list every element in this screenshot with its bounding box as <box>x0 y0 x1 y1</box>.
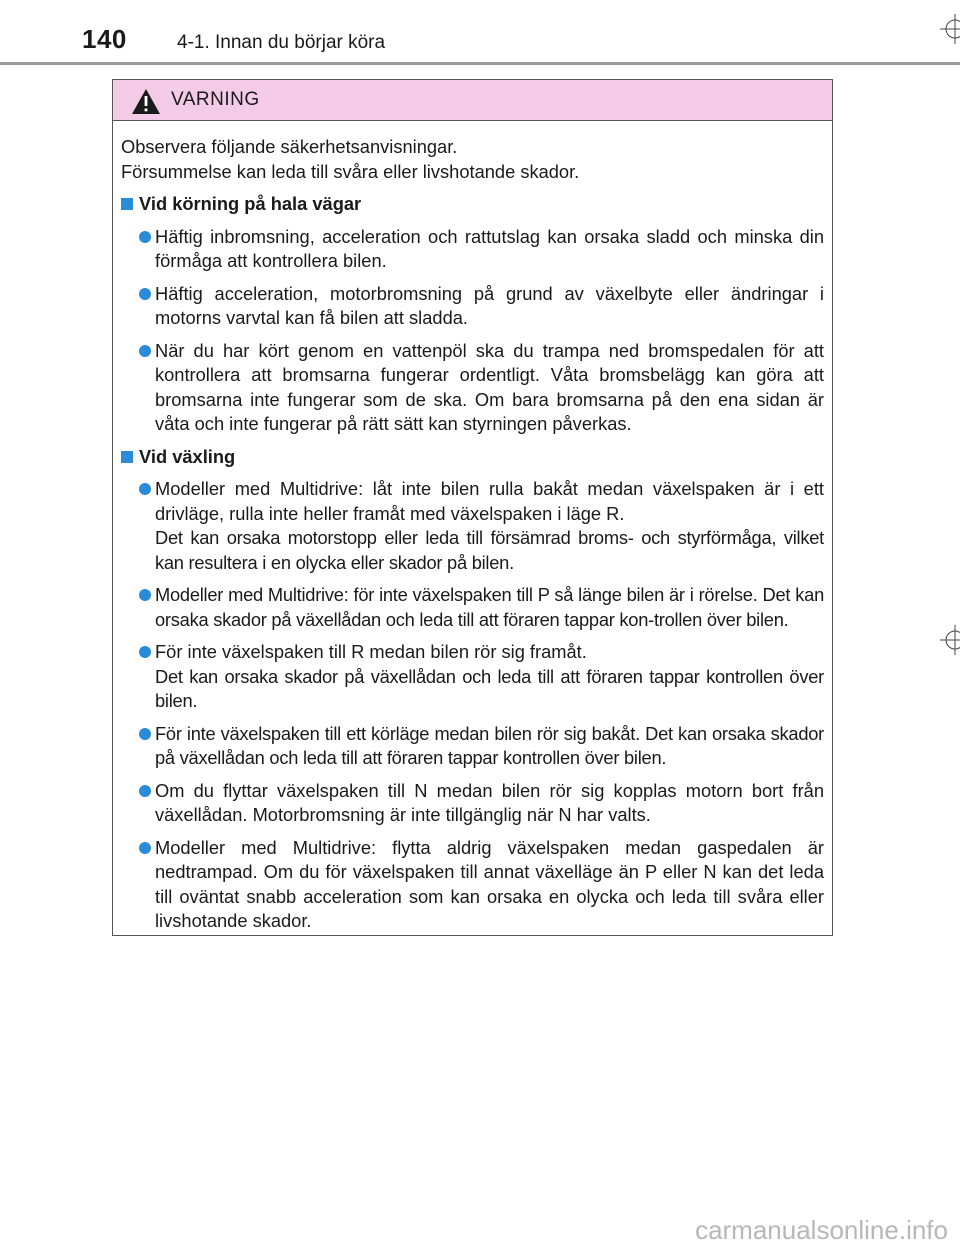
warning-intro <box>121 135 824 184</box>
list-item: Om du flyttar växelspaken till N medan bilen rör sig kopplas motorn bort från växellådan. Motorbromsning är inte tillgänglig när N har valts. <box>121 779 824 828</box>
warning-box <box>112 79 833 936</box>
section-heading: Vid växling <box>121 445 824 470</box>
circle-bullet-icon <box>139 589 151 601</box>
page-header <box>0 0 960 66</box>
list-item: Modeller med Multidrive: låt inte bilen rulla bakåt medan växelspaken är i ett drivläge, rulla inte heller framåt med växelspaken i läge R. Det kan orsaka motorstopp eller leda till försämrad broms- och styrförmåga, vilket kan resultera i en olycka eller skador på bilen. <box>121 477 824 575</box>
circle-bullet-icon <box>139 231 151 243</box>
list-item: Modeller med Multidrive: för inte växelspaken till P så länge bilen är i rörelse. Det kan orsaka skador på växellådan och leda till att föraren tappar kon-trollen över bilen. <box>121 583 824 632</box>
section-title: 4-1. Innan du börjar köra <box>177 32 386 53</box>
circle-bullet-icon <box>139 842 151 854</box>
circle-bullet-icon <box>139 785 151 797</box>
header-rule <box>0 62 960 65</box>
list-item: När du har kört genom en vattenpöl ska du trampa ned bromspedalen för att kontrollera att bromsarna fungerar ordentligt. Våta bromsbelägg kan göra att bromsarna inte fungerar som de ska. Om bara bromsarna på den ena sidan är våta och inte fungerar på rätt sätt kan styrningen påverkas. <box>121 339 824 437</box>
crop-mark-icon <box>940 625 960 655</box>
list-item: Modeller med Multidrive: flytta aldrig växelspaken medan gaspedalen är nedtrampad. Om du för växelspaken till annat växelläge än P eller N kan det leda till oväntat snabb acceleration som kan orsaka en olycka och leda till svåra eller livshotande skador. <box>121 836 824 934</box>
square-bullet-icon <box>121 198 133 210</box>
list-item: Häftig acceleration, motorbromsning på grund av växelbyte eller ändringar i motorns varvtal kan få bilen att sladda. <box>121 282 824 331</box>
square-bullet-icon <box>121 451 133 463</box>
crop-mark-icon <box>940 14 960 44</box>
watermark: carmanualsonline.info <box>695 1215 948 1245</box>
list-item: För inte växelspaken till ett körläge medan bilen rör sig bakåt. Det kan orsaka skador på växellådan och leda till att föraren tappar kontrollen över bilen. <box>121 722 824 771</box>
warning-triangle-icon <box>131 88 161 115</box>
page-number: 140 <box>82 24 127 54</box>
list-item: Häftig inbromsning, acceleration och rattutslag kan orsaka sladd och minska din förmåga att kontrollera bilen. <box>121 225 824 274</box>
circle-bullet-icon <box>139 646 151 658</box>
warning-body <box>113 121 832 934</box>
warning-title: VARNING <box>171 89 260 110</box>
warning-header <box>113 80 832 121</box>
circle-bullet-icon <box>139 483 151 495</box>
intro-line: Försummelse kan leda till svåra eller livshotande skador. <box>121 160 580 182</box>
section-heading: Vid körning på hala vägar <box>121 192 824 217</box>
circle-bullet-icon <box>139 288 151 300</box>
circle-bullet-icon <box>139 728 151 740</box>
intro-line: Observera följande säkerhetsanvisningar. <box>121 136 458 157</box>
circle-bullet-icon <box>139 345 151 357</box>
list-item: För inte växelspaken till R medan bilen rör sig framåt. Det kan orsaka skador på växellådan och leda till att föraren tappar kontrollen över bilen. <box>121 640 824 714</box>
